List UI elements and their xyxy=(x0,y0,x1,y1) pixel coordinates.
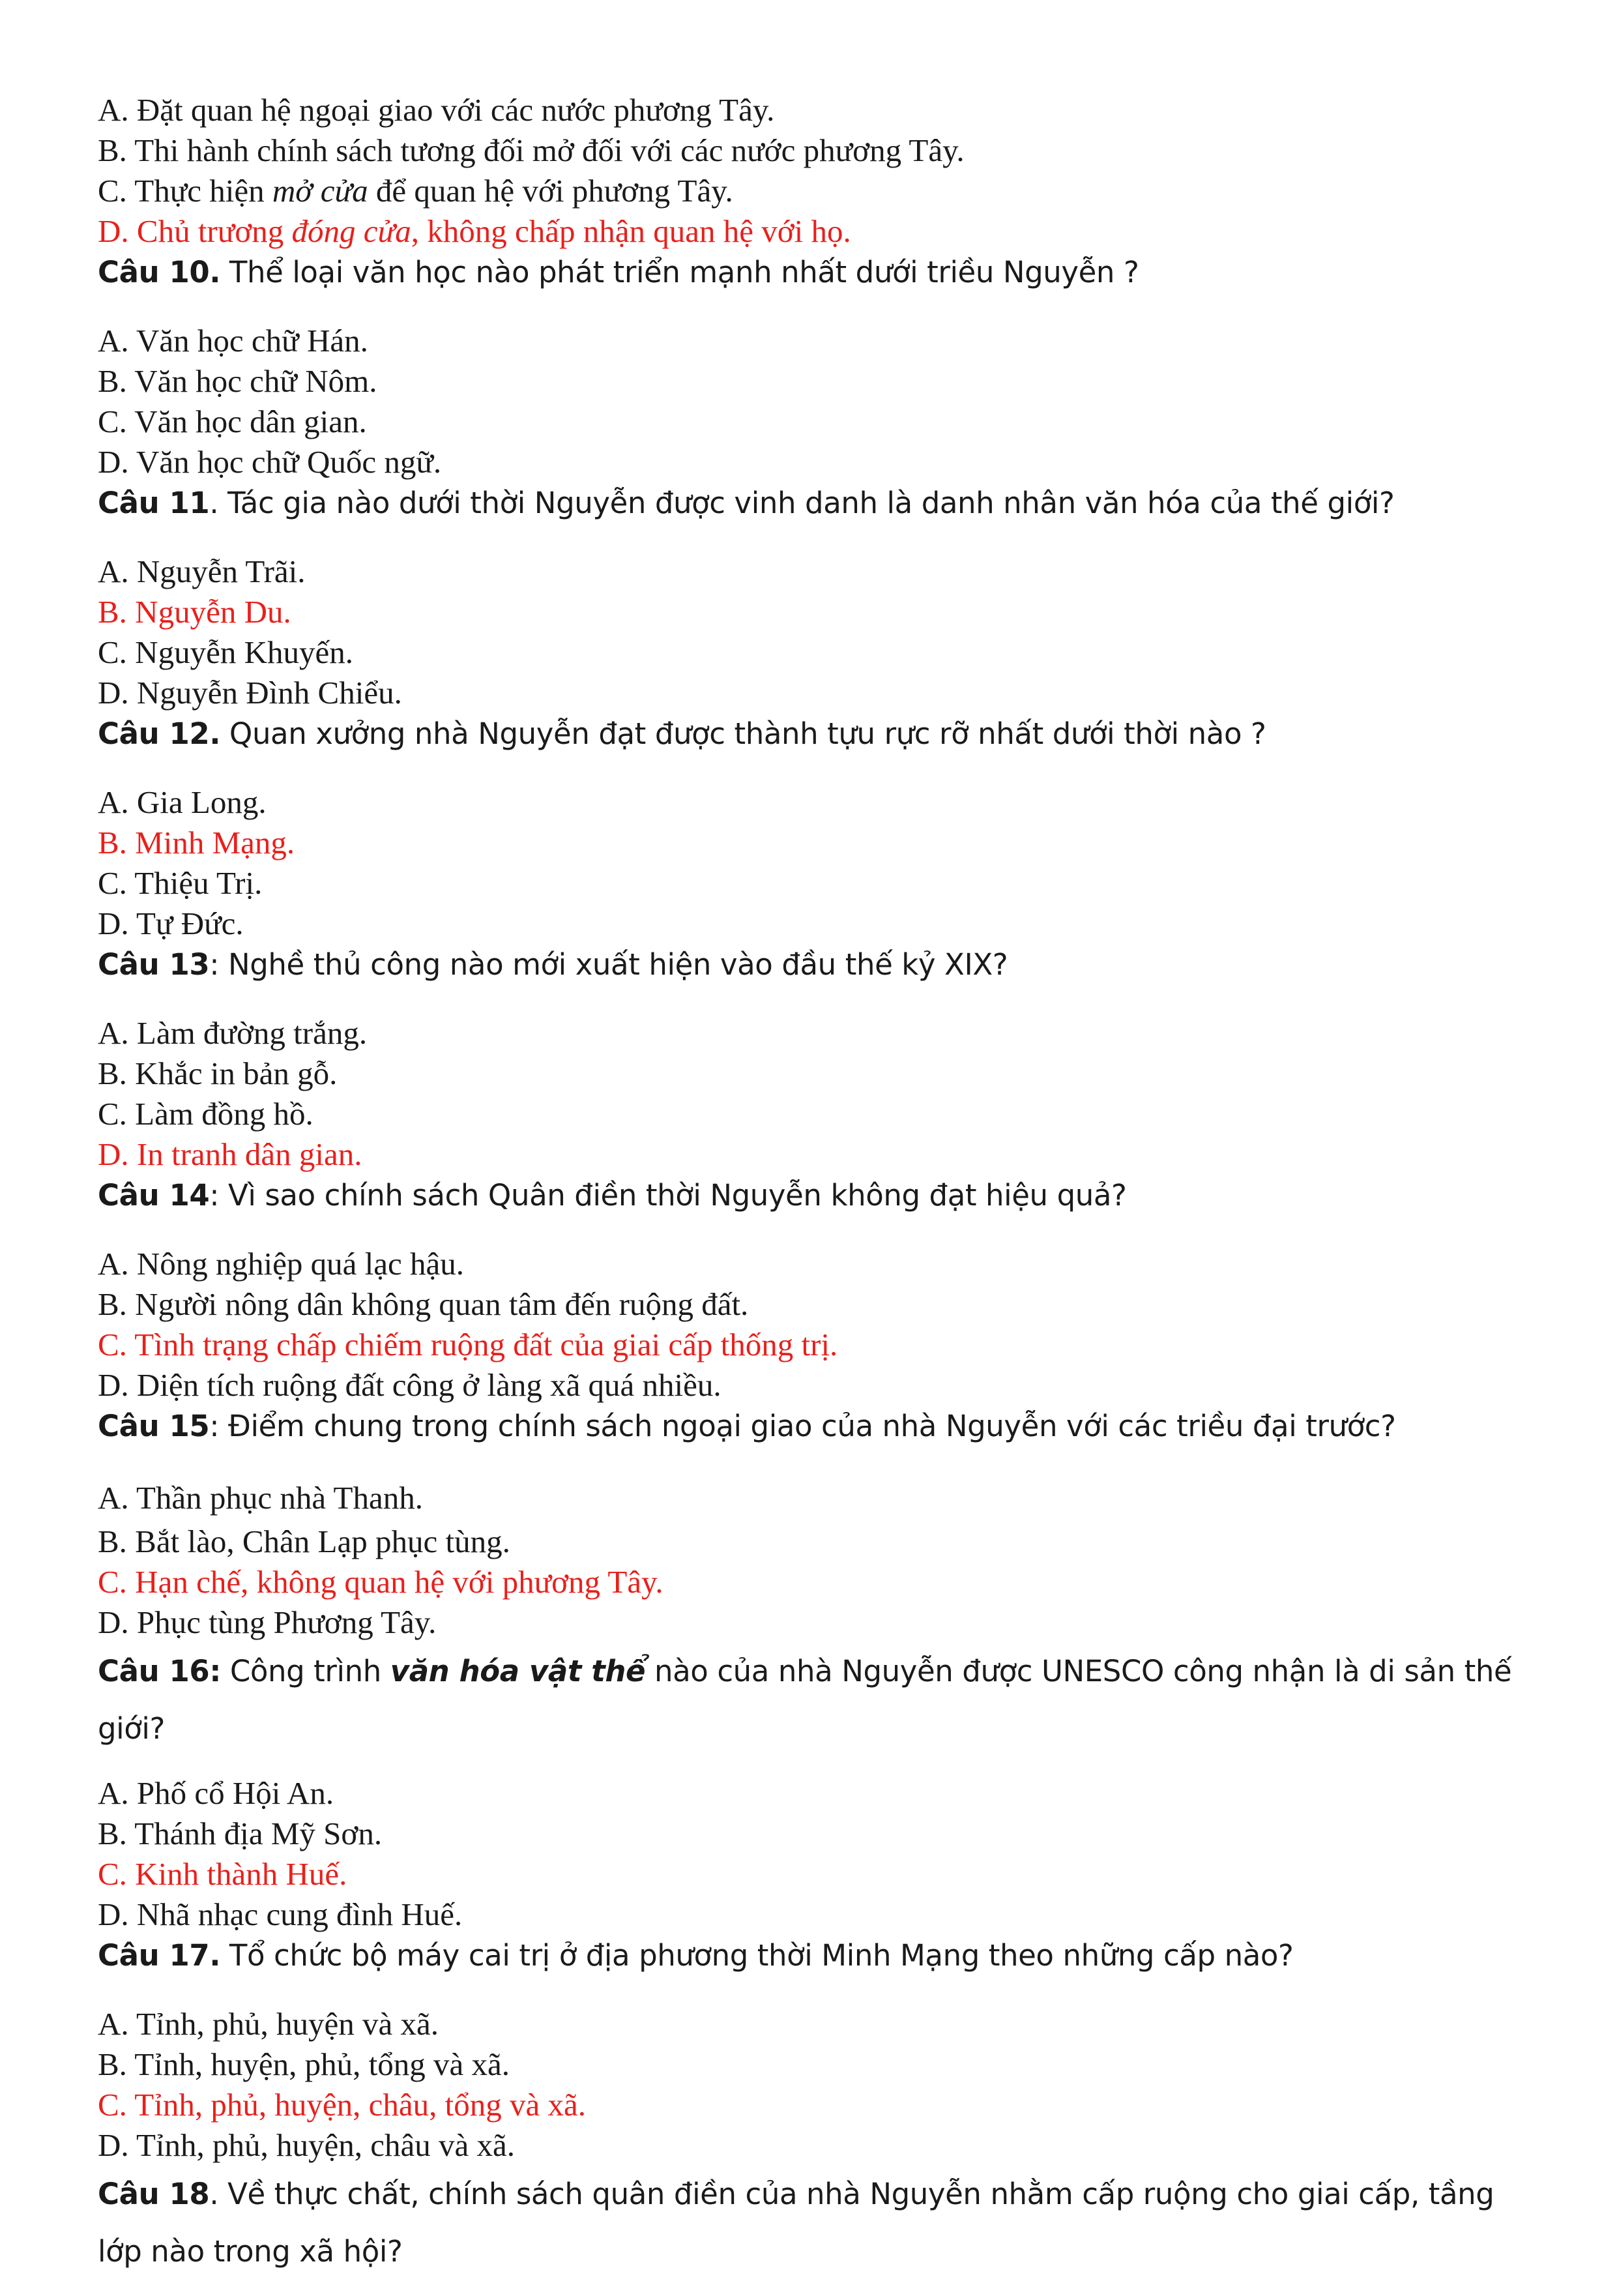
question-text: nào của nhà Nguyễn được UNESCO công nhận là di sản thế giới? xyxy=(98,1654,1512,1746)
answer-option: B. Tỉnh, huyện, phủ, tổng và xã. xyxy=(98,2046,510,2082)
answer-option: A. Thần phục nhà Thanh. xyxy=(98,1480,423,1516)
answer-option: A. Tỉnh, phủ, huyện và xã. xyxy=(98,2006,439,2042)
option-9b: B. Thi hành chính sách tương đối mở đối với các nước phương Tây. xyxy=(98,132,965,168)
answer-option: A. Gia Long. xyxy=(98,784,267,820)
answer-option: A. Phố cổ Hội An. xyxy=(98,1775,334,1811)
question-stem xyxy=(98,1175,1519,1244)
answer-option-correct: C. Tình trạng chấp chiếm ruộng đất của giai cấp thống trị. xyxy=(98,1327,838,1362)
question-number: Câu 11 xyxy=(98,486,210,520)
question-number: Câu 14 xyxy=(98,1178,210,1213)
answer-option: C. Làm đồng hồ. xyxy=(98,1096,313,1132)
option-9d-pre: D. Chủ trương xyxy=(98,213,292,249)
question-number: Câu 17. xyxy=(98,1938,221,1973)
answer-option: D. Diện tích ruộng đất công ở làng xã quá nhiều. xyxy=(98,1367,721,1403)
question-block xyxy=(98,1175,1519,1406)
question-text-emphasis: văn hóa vật thể xyxy=(390,1654,646,1688)
question-list xyxy=(98,252,1519,2296)
answer-option: C. Văn học dân gian. xyxy=(98,404,367,439)
question-text: : Điểm chung trong chính sách ngoại giao của nhà Nguyễn với các triều đại trước? xyxy=(209,1409,1396,1443)
option-9c-emphasis: mở cửa xyxy=(272,173,368,209)
question-stem xyxy=(98,1643,1519,1773)
answer-option: D. Tỉnh, phủ, huyện, châu và xã. xyxy=(98,2127,516,2163)
question-block xyxy=(98,252,1519,482)
answer-option: A. Nguyễn Trãi. xyxy=(98,553,306,589)
answer-option: B. Bắt lào, Chân Lạp phục tùng. xyxy=(98,1523,510,1559)
answer-option: C. Thiệu Trị. xyxy=(98,865,263,901)
question-text: . Về thực chất, chính sách quân điền của nhà Nguyễn nhằm cấp ruộng cho giai cấp, tầng lớp nào trong xã hội? xyxy=(98,2177,1494,2269)
question-stem xyxy=(98,2166,1519,2296)
question-block xyxy=(98,482,1519,713)
answer-option: B. Thánh địa Mỹ Sơn. xyxy=(98,1816,383,1851)
answer-option-correct: B. Nguyễn Du. xyxy=(98,594,291,630)
option-9a: A. Đặt quan hệ ngoại giao với các nước phương Tây. xyxy=(98,92,775,128)
answer-option: B. Người nông dân không quan tâm đến ruộng đất. xyxy=(98,1286,749,1322)
question-block xyxy=(98,1643,1519,1935)
answer-option-correct: D. In tranh dân gian. xyxy=(98,1136,362,1172)
option-9c-pre: C. Thực hiện xyxy=(98,173,272,209)
question-stem xyxy=(98,1406,1519,1475)
question-number: Câu 13 xyxy=(98,947,210,982)
option-9d-answer xyxy=(98,211,1519,252)
question-text: Quan xưởng nhà Nguyễn đạt được thành tựu rực rỡ nhất dưới thời nào ? xyxy=(220,716,1266,751)
answer-option: D. Văn học chữ Quốc ngữ. xyxy=(98,444,442,480)
option-9d-emphasis: đóng cửa xyxy=(291,213,411,249)
question-stem xyxy=(98,252,1519,321)
question-stem xyxy=(98,482,1519,552)
question-9-options xyxy=(98,90,1519,252)
question-stem xyxy=(98,1935,1519,2004)
question-text: Tổ chức bộ máy cai trị ở địa phương thời Minh Mạng theo những cấp nào? xyxy=(220,1938,1294,1973)
question-text: : Nghề thủ công nào mới xuất hiện vào đầu thế kỷ XIX? xyxy=(209,947,1008,982)
answer-option: C. Nguyễn Khuyến. xyxy=(98,634,353,670)
answer-option-correct: C. Kinh thành Huế. xyxy=(98,1856,347,1892)
answer-option: D. Nhã nhạc cung đình Huế. xyxy=(98,1896,463,1932)
answer-option: A. Văn học chữ Hán. xyxy=(98,323,368,359)
question-block xyxy=(98,2166,1519,2296)
answer-option-correct: B. Minh Mạng. xyxy=(98,825,295,861)
answer-option: D. Phục tùng Phương Tây. xyxy=(98,1604,437,1640)
question-text: : Vì sao chính sách Quân điền thời Nguyễn không đạt hiệu quả? xyxy=(209,1178,1127,1213)
answer-option-correct: C. Tỉnh, phủ, huyện, châu, tổng và xã. xyxy=(98,2087,586,2123)
question-number: Câu 12. xyxy=(98,716,221,751)
question-number: Câu 15 xyxy=(98,1409,210,1443)
answer-option: A. Nông nghiệp quá lạc hậu. xyxy=(98,1246,464,1282)
answer-option: A. Làm đường trắng. xyxy=(98,1015,368,1051)
question-block xyxy=(98,1935,1519,2166)
question-number: Câu 18 xyxy=(98,2177,210,2211)
option-9c xyxy=(98,171,1519,211)
question-block xyxy=(98,944,1519,1175)
question-block xyxy=(98,713,1519,944)
answer-option-correct: C. Hạn chế, không quan hệ với phương Tây. xyxy=(98,1564,663,1600)
answer-option: B. Khắc in bản gỗ. xyxy=(98,1055,338,1091)
option-9c-post: để quan hệ với phương Tây. xyxy=(368,173,733,209)
answer-option: D. Nguyễn Đình Chiểu. xyxy=(98,675,402,711)
question-number: Câu 16: xyxy=(98,1654,221,1688)
answer-option: B. Văn học chữ Nôm. xyxy=(98,363,377,399)
question-text-pre: Công trình xyxy=(220,1654,390,1688)
question-stem xyxy=(98,944,1519,1013)
question-block xyxy=(98,1406,1519,1643)
question-number: Câu 10. xyxy=(98,255,221,289)
question-stem xyxy=(98,713,1519,782)
question-text: . Tác gia nào dưới thời Nguyễn được vinh danh là danh nhân văn hóa của thế giới? xyxy=(209,486,1395,520)
answer-option: D. Tự Đức. xyxy=(98,905,244,941)
question-text: Thể loại văn học nào phát triển mạnh nhất dưới triều Nguyễn ? xyxy=(220,255,1139,289)
option-9d-post: , không chấp nhận quan hệ với họ. xyxy=(411,213,851,249)
